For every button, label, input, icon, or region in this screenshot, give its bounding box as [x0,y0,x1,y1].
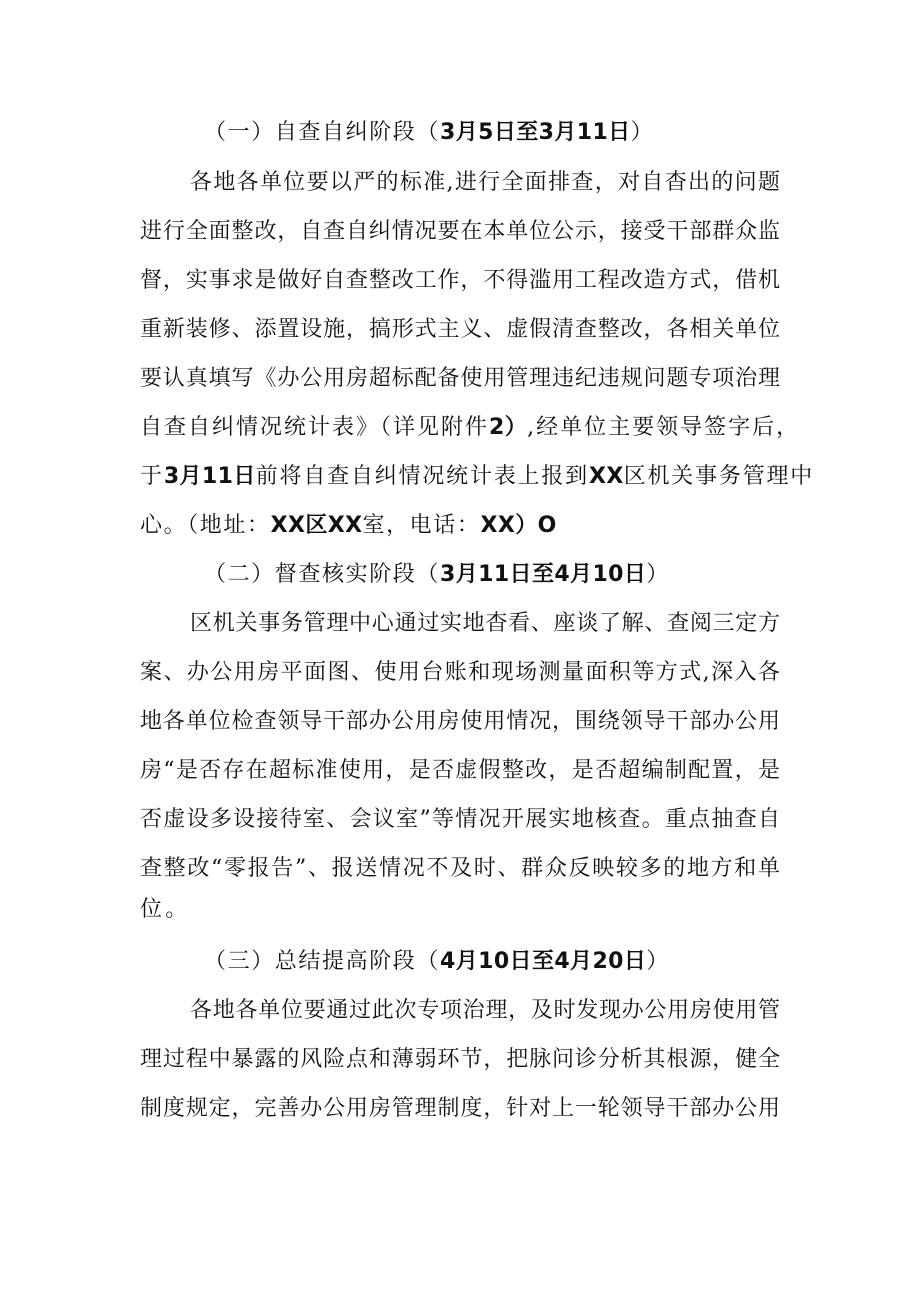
heading-1-prefix: （一）自查自纠阶段（ [204,120,441,145]
line-7-district: XX [588,464,624,489]
paragraph-3-line-2: 理过程中暴露的风险点和薄弱环节，把脉问诊分析其根源，健全 [140,1047,780,1072]
paragraph-1-line-5: 要认真填写《办公用房超标配备使用管理违纪违规问题专项治理 [140,366,780,391]
heading-3-dates: 4月10日至4月20日 [440,949,647,974]
line-8-address: XX区XX [270,513,363,538]
heading-1-dates: 3月5日至3月11日 [440,120,631,145]
paragraph-3-line-1: 各地各单位要通过此次专项治理，及时发现办公用房使用管 [190,998,780,1023]
line-7-text-c: 区机关事务管理中 [623,464,815,489]
line-7-text-b: 前将自查自纠情况统计表上报到 [255,464,589,489]
paragraph-2-line-3: 地各单位检查领导干部办公用房使用情况，围绕领导干部办公用 [140,709,780,734]
paragraph-1-line-3: 督，实事求是做好自查整改工作，不得滥用工程改造方式，借机 [140,268,780,293]
paragraph-2-line-1: 区机关事务管理中心通过实地杳看、座谈了解、查阅三定方 [190,611,780,636]
line-6-text-a: 自查自纠情况统计表》（详见附件 [140,415,490,440]
section-2-heading [204,555,920,595]
paragraph-1-line-8 [140,506,920,546]
paragraph-2-line-5: 否虚设多设接待室、会议室”等情况开展实地核查。重点抽查自 [140,807,780,832]
line-6-text-b: ,经单位主要领导签字后， [527,415,801,440]
line-8-address-label: 心。（地址： [140,513,271,538]
heading-3-prefix: （三）总结提高阶段（ [204,949,441,974]
heading-2-dates: 3月11日至4月10日 [440,562,647,587]
paragraph-1-line-6 [140,408,920,448]
line-8-phone: XX）O [480,513,557,538]
paragraph-1-line-4: 重新装修、添置设施，搞形式主义、虚假清查整改，各相关单位 [140,317,780,342]
section-3-heading [204,942,920,982]
line-7-text-a: 于 [140,464,164,489]
paragraph-2-line-2: 案、办公用房平面图、使用台账和现场测量面积等方式,深入各 [140,660,780,685]
paragraph-2-line-7: 位。 [140,897,191,922]
line-8-phone-label: 室，电话： [362,513,481,538]
paragraph-1-line-1: 各地各单位要以严的标准,进行全面排查，对自杳出的问题 [190,170,780,195]
paragraph-2-line-6: 查整改“零报告”、报送情况不及时、群众反映较多的地方和单 [140,856,780,881]
line-7-date: 3月11日 [163,464,256,489]
section-1-heading [204,113,920,153]
line-6-attachment-no: 2） [489,415,528,440]
heading-2-suffix: ） [646,562,670,587]
heading-1-suffix: ） [630,120,655,145]
paragraph-3-line-3: 制度规定，完善办公用房管理制度，针对上一轮领导干部办公用 [140,1096,780,1121]
paragraph-2-line-4: 房“是否存在超标准使用，是否虚假整改，是否超编制配置，是 [140,758,780,783]
heading-3-suffix: ） [646,949,670,974]
heading-2-prefix: （二）督查核实阶段（ [204,562,441,587]
paragraph-1-line-7 [140,457,920,497]
paragraph-1-line-2: 进行全面整改，自查自纠情况要在本单位公示，接受干部群众监 [140,219,780,244]
